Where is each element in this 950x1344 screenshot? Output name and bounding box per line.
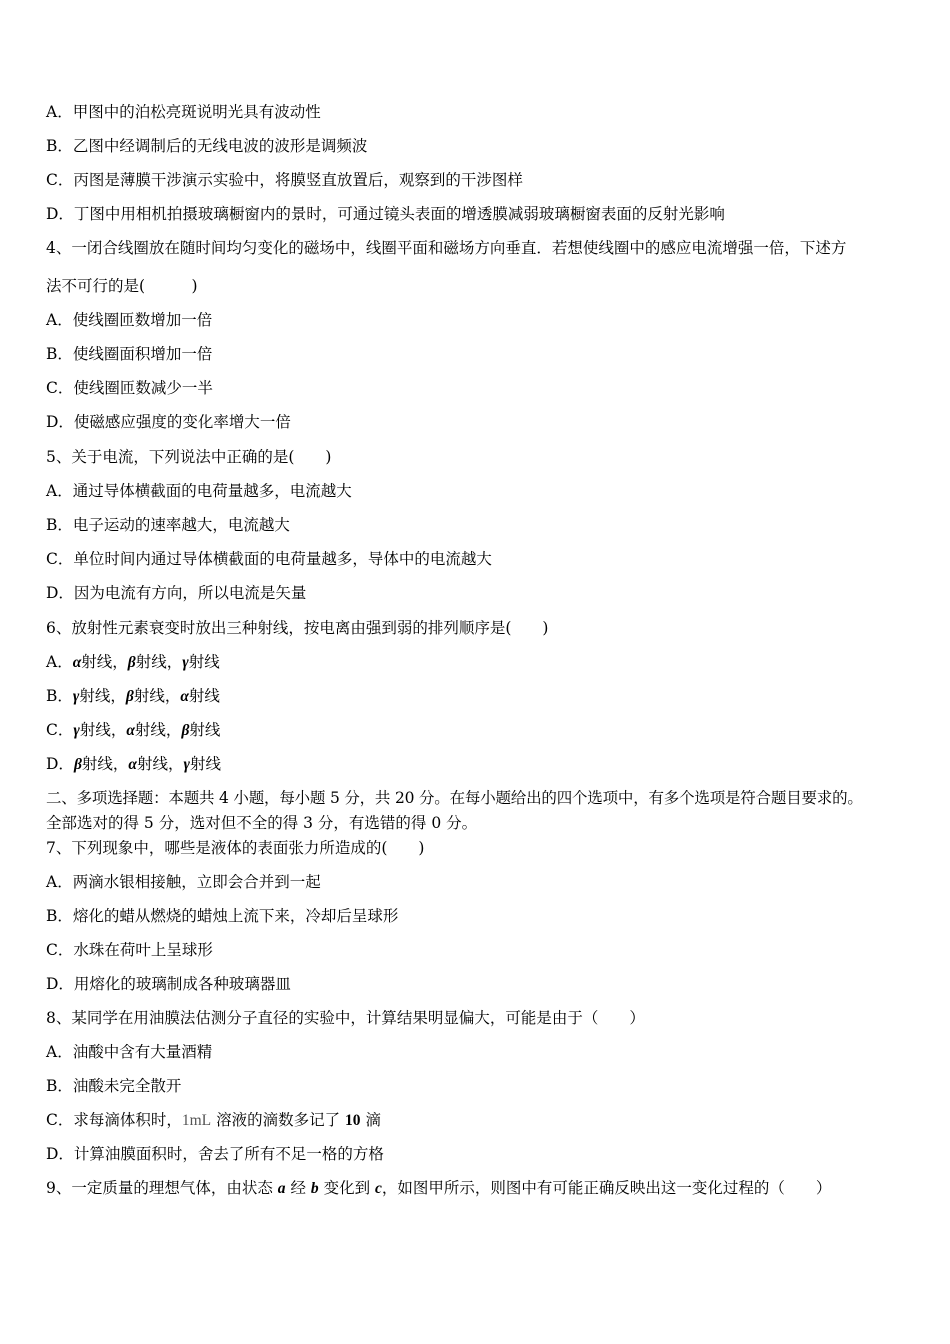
greek-symbol: γ — [72, 688, 80, 705]
ray-text: 射线， — [79, 687, 126, 705]
q7-stem: 7、下列现象中，哪些是液体的表面张力所造成的( ) — [46, 839, 425, 857]
ray-text: 射线， — [135, 653, 183, 671]
q8-option-a: A．油酸中含有大量酒精 — [46, 1043, 213, 1061]
q3-option-c: C．丙图是薄膜干涉演示实验中，将膜竖直放置后，观察到的干涉图样 — [46, 171, 523, 189]
greek-symbol: γ — [73, 722, 80, 739]
state-c: c — [375, 1180, 382, 1197]
ray-text: 射线， — [79, 721, 127, 739]
ray-text: 射线， — [134, 721, 182, 739]
ray-text: 射线 — [189, 721, 221, 739]
q8-stem: 8、某同学在用油膜法估测分子直径的实验中，计算结果明显偏大，可能是由于（ ） — [46, 1009, 645, 1027]
q6-stem: 6、放射性元素衰变时放出三种射线，按电离由强到弱的排列顺序是( ) — [46, 619, 549, 637]
q9-stem — [46, 1178, 831, 1199]
greek-symbol: α — [72, 654, 82, 671]
volume-unit: 1mL — [181, 1112, 212, 1129]
q4-option-a: A．使线圈匝数增加一倍 — [46, 311, 213, 329]
q8-option-c — [46, 1110, 381, 1131]
q4-stem-line1: 4、一闭合线圈放在随时间均匀变化的磁场中，线圈平面和磁场方向垂直．若想使线圈中的感应电流增强一倍，下述方 — [46, 239, 847, 257]
ray-text: 射线， — [133, 687, 181, 705]
greek-symbol: α — [180, 688, 189, 705]
state-b: b — [310, 1180, 319, 1197]
q7-option-c: C．水珠在荷叶上呈球形 — [46, 941, 213, 959]
q9-text: ，如图甲所示，则图中有可能正确反映出这一变化过程的（ ） — [381, 1179, 832, 1197]
ray-text: 射线， — [136, 755, 184, 773]
q3-option-d: D．丁图中用相机拍摄玻璃橱窗内的景时，可通过镜头表面的增透膜减弱玻璃橱窗表面的反射光影响 — [46, 205, 725, 223]
q7-option-a: A．两滴水银相接触，立即会合并到一起 — [46, 873, 321, 891]
ray-text: 射线 — [188, 653, 220, 671]
q5-option-a: A．通过导体横截面的电荷量越多，电流越大 — [46, 482, 352, 500]
q6-option-d — [46, 754, 221, 775]
greek-symbol: α — [126, 722, 135, 739]
q9-text: 9、一定质量的理想气体，由状态 — [46, 1179, 278, 1197]
q4-stem-line2: 法不可行的是( ) — [46, 277, 198, 295]
q6-option-b — [46, 686, 220, 707]
q5-stem: 5、关于电流，下列说法中正确的是( ) — [46, 448, 332, 466]
drop-count: 10 — [345, 1112, 361, 1129]
q4-option-c: C．使线圈匝数减少一半 — [46, 379, 213, 397]
option-letter: C． — [46, 721, 74, 739]
q6-option-a — [46, 652, 220, 673]
option-text: 溶液的滴数多记了 — [211, 1111, 346, 1129]
q7-option-b: B．熔化的蜡从燃烧的蜡烛上流下来，冷却后呈球形 — [46, 907, 399, 925]
greek-symbol: α — [128, 756, 137, 773]
q5-option-c: C．单位时间内通过导体横截面的电荷量越多，导体中的电流越大 — [46, 550, 492, 568]
option-letter: D． — [46, 755, 74, 773]
option-letter: B． — [46, 687, 73, 705]
greek-symbol: β — [181, 722, 190, 739]
greek-symbol: γ — [183, 756, 190, 773]
q9-text: 经 — [285, 1179, 311, 1197]
greek-symbol: β — [73, 756, 82, 773]
greek-symbol: β — [127, 654, 136, 671]
q8-option-d: D．计算油膜面积时，舍去了所有不足一格的方格 — [46, 1145, 384, 1163]
section2-heading-line1: 二、多项选择题：本题共 4 小题，每小题 5 分，共 20 分。在每小题给出的四个选项中，有多个选项是符合题目要求的。 — [46, 789, 863, 807]
q5-option-d: D．因为电流有方向，所以电流是矢量 — [46, 584, 307, 602]
option-letter: A． — [46, 653, 73, 671]
q4-option-b: B．使线圈面积增加一倍 — [46, 345, 213, 363]
q3-option-a: A．甲图中的泊松亮斑说明光具有波动性 — [46, 103, 321, 121]
greek-symbol: γ — [182, 654, 189, 671]
greek-symbol: β — [125, 688, 134, 705]
q7-option-d: D．用熔化的玻璃制成各种玻璃器皿 — [46, 975, 291, 993]
ray-text: 射线， — [81, 653, 128, 671]
option-text: 滴 — [360, 1111, 381, 1129]
state-a: a — [277, 1180, 286, 1197]
q5-option-b: B．电子运动的速率越大，电流越大 — [46, 516, 290, 534]
ray-text: 射线 — [188, 687, 220, 705]
q8-option-b: B．油酸未完全散开 — [46, 1077, 182, 1095]
q6-option-c — [46, 720, 220, 741]
ray-text: 射线， — [81, 755, 129, 773]
q4-option-d: D．使磁感应强度的变化率增大一倍 — [46, 413, 291, 431]
q3-option-b: B．乙图中经调制后的无线电波的波形是调频波 — [46, 137, 368, 155]
option-text: C．求每滴体积时， — [46, 1111, 182, 1129]
ray-text: 射线 — [189, 755, 221, 773]
q9-text: 变化到 — [318, 1179, 376, 1197]
section2-heading-line2: 全部选对的得 5 分，选对但不全的得 3 分，有选错的得 0 分。 — [46, 814, 478, 832]
